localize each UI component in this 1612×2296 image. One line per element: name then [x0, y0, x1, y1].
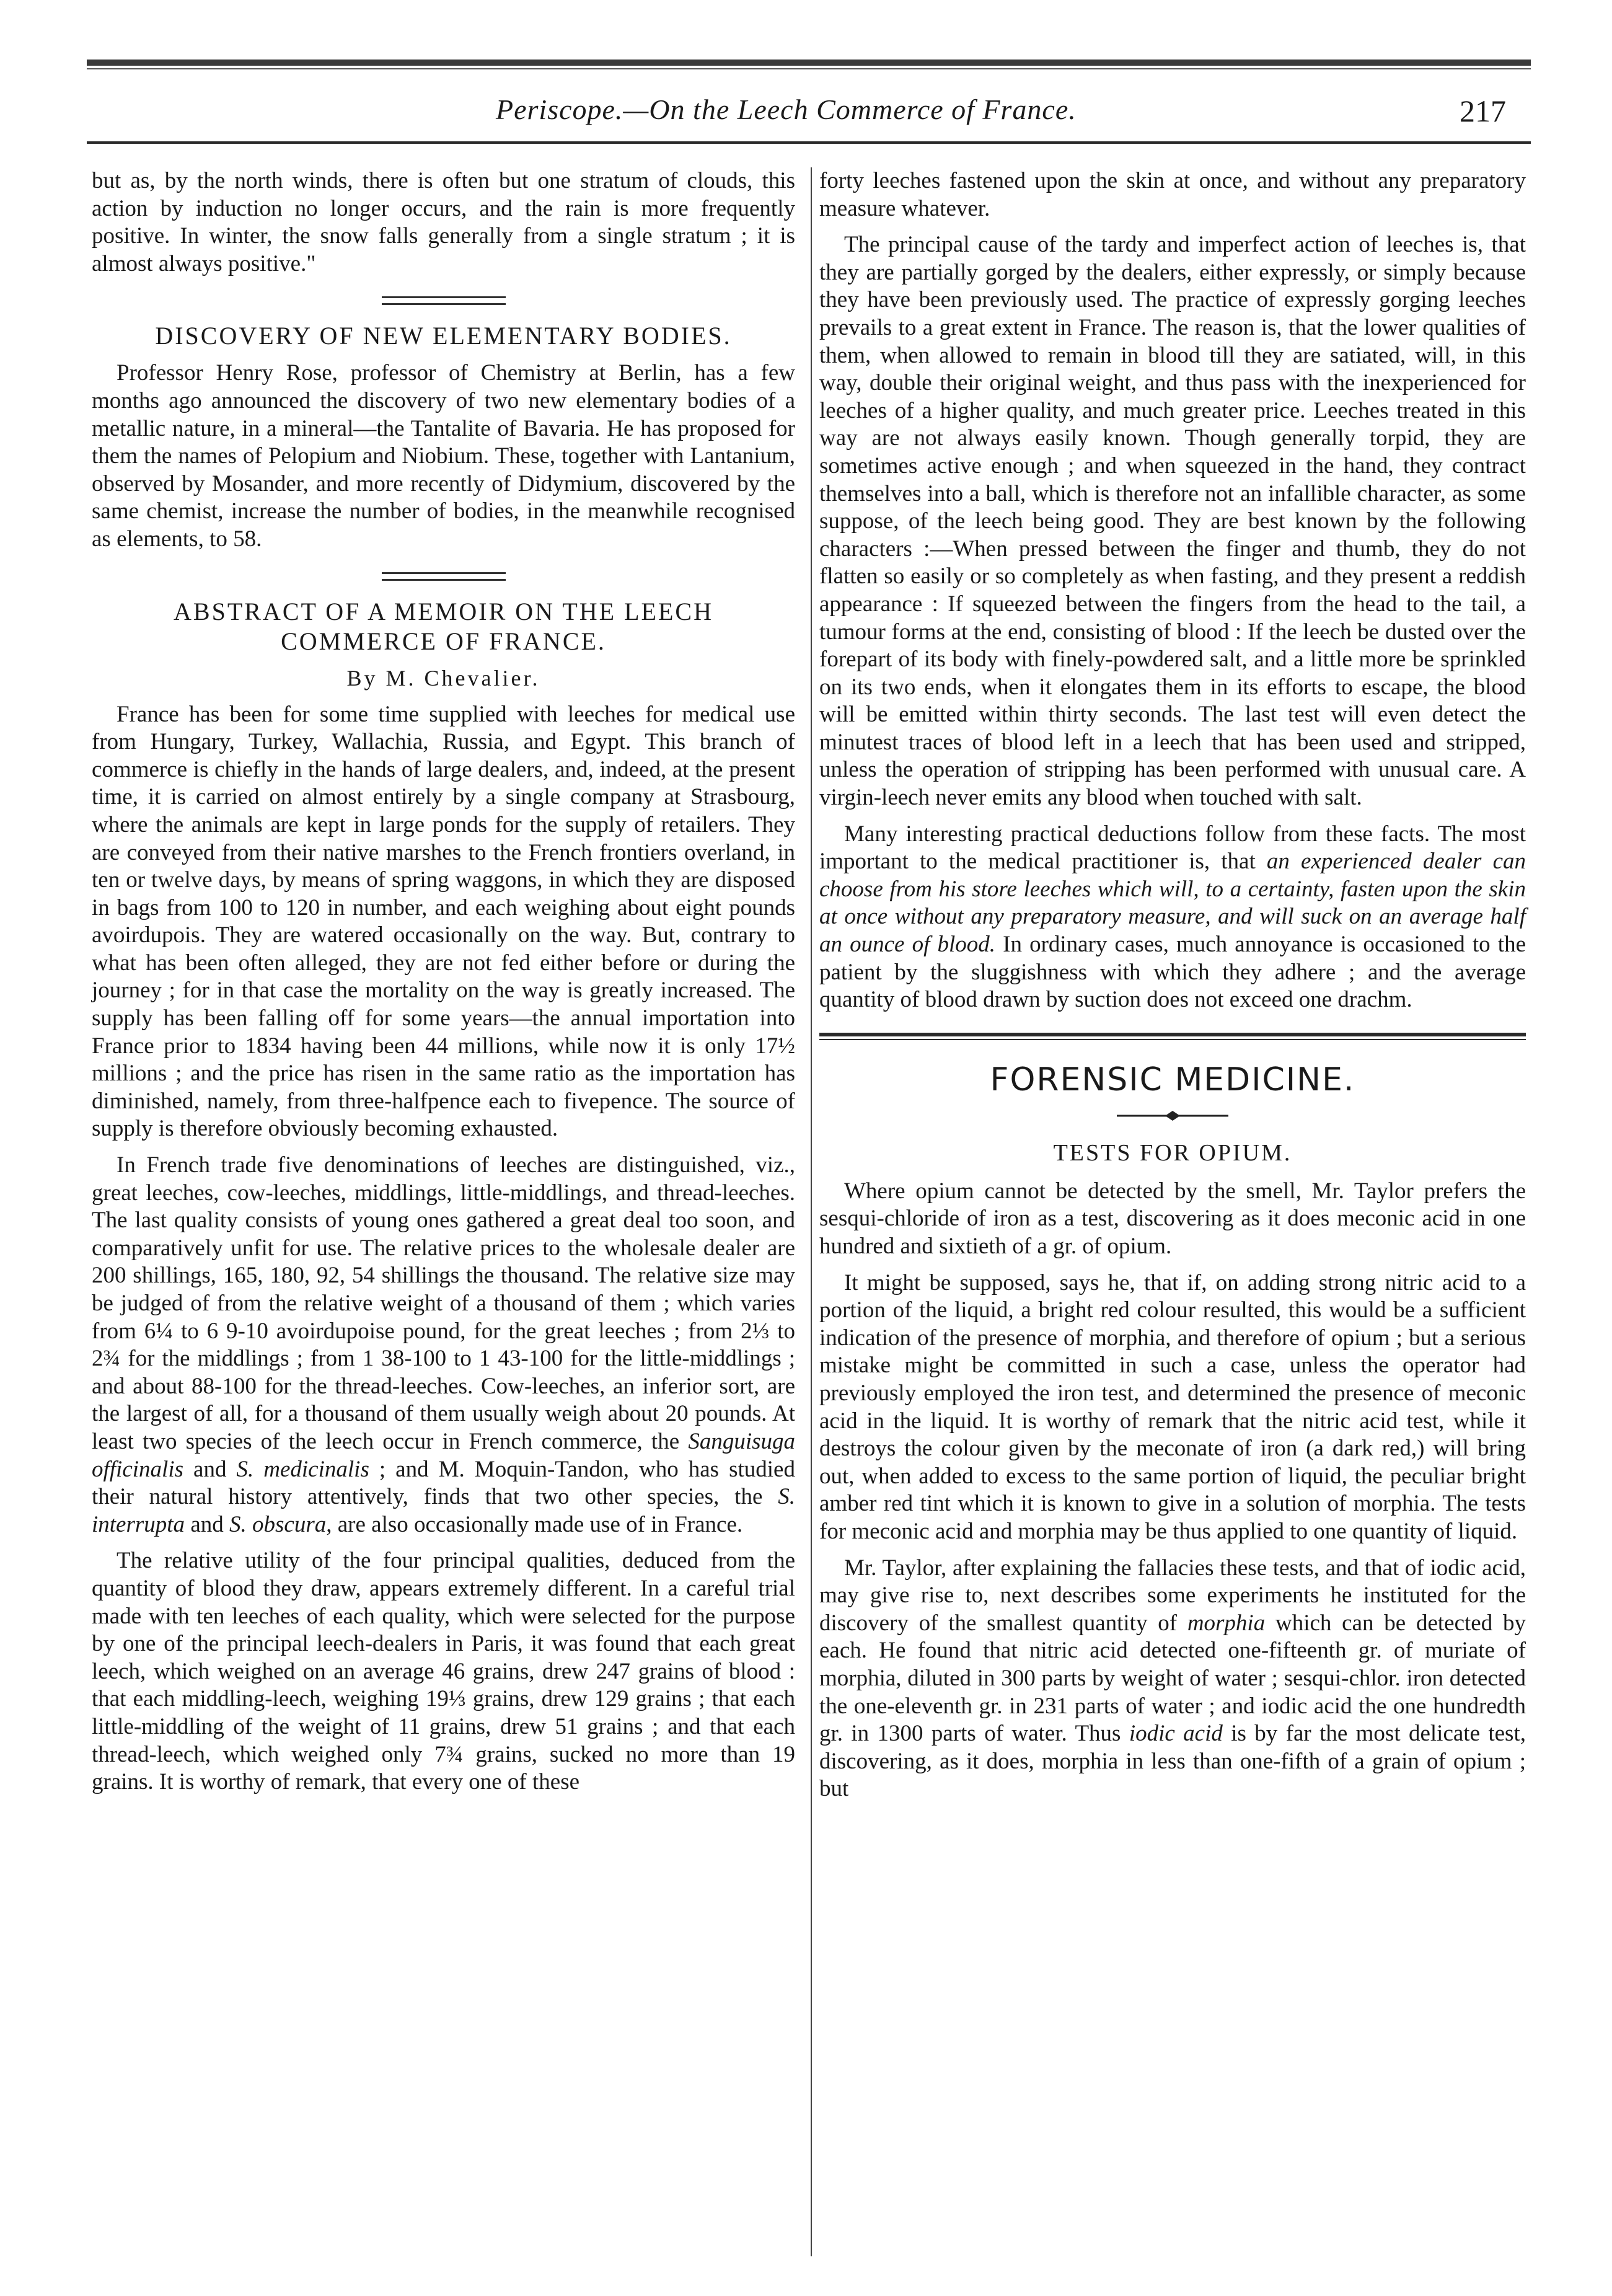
italic-run: iodic acid: [1129, 1721, 1223, 1747]
left-column: [92, 167, 795, 1805]
discovery-paragraph: Professor Henry Rose, professor of Chemistry at Berlin, has a few months ago announced the discovery of two new elementary bodies of a metallic nature, in a mineral—the Tantalite of Bavaria. He has proposed for them the names of Pelopium and Niobium. These, together with Lantanium, observed by Mosander, and more recently of Didymium, discovered by the same chemist, increase the number of bodies, in the meanwhile recognised as elements, to 58.: [92, 360, 795, 552]
page-number: 217: [1460, 94, 1506, 128]
section-rule-thin: [819, 1039, 1526, 1040]
opium-paragraph-2: It might be supposed, says he, that if, on adding strong nitric acid to a portion of the liquid, a bright red colour resulted, this would be a sufficient indication of the presence of morphia, and therefore of opium ; but a serious mistake might be committed in such a case, unless the operator had previously employed the iron test, and determined the presence of meconic acid in the liquid. It is worthy of remark that the nitric acid test, while it destroys the colour given by the meconate of iron (a dark red,) will bring out, when added to excess to the same portion of liquid, the peculiar bright amber red tint which it is known to give in a solution of morphia. The tests for meconic acid and morphia may be thus applied to one quantity of liquid.: [819, 1269, 1526, 1544]
opium-paragraph-3: [819, 1555, 1526, 1803]
column-divider: [811, 167, 812, 2256]
text-run: Mr. Taylor, after explaining the fallacies these tests, and that of iodic acid, may give rise to, next describes some experiments he instituted for the discovery of the smallest quantity of: [819, 1555, 1526, 1636]
header-rule: [87, 141, 1531, 144]
running-head: [0, 93, 1612, 136]
text-run: which can be detected by each. He found that nitric acid detected one-fifteenth gr. of muriate of morphia, diluted in 300 parts by weight of water ; sesqui-chlor. iron detected the one-eleventh gr. in 231 parts of water ; and iodic acid the one hundredth gr. in 1300 parts of water. Thus: [819, 1610, 1526, 1747]
continued-paragraph: but as, by the north winds, there is often but one stratum of clouds, this action by induction no longer occurs, and the rain is more frequently positive. In winter, the snow falls generally from a single stratum ; it is almost always positive.": [92, 168, 795, 276]
text-run: In ordinary cases, much annoyance is occasioned to the patient by the sluggishness with which they adhere ; and the average quantity of blood drawn by suction does not exceed one drachm.: [819, 932, 1526, 1013]
text-run: , are also occasionally made use of in France.: [326, 1511, 743, 1537]
abstract-paragraph-3: The relative utility of the four principal qualities, deduced from the quantity of blood they draw, appears extremely different. In a careful trial made with ten leeches of each quality, which were selected for the purpose by one of the principal leech-dealers in Paris, it was found that each great leech, which weighed on an average 46 grains, drew 247 grains of blood : that each middling-leech, weighing 19⅓ grains, drew 129 grains ; that each little-middling of the weight of 11 grains, drew 51 grains ; and that each thread-leech, which weighed only 7¾ grains, sucked no more than 19 grains. It is worthy of remark, that every one of these: [92, 1548, 795, 1795]
text-run: In French trade five denominations of leeches are distinguished, viz., great leeches, cow-leeches, middlings, little-middlings, and thread-leeches. The last quality consists of young ones gathered a great deal too soon, and comparatively unfit for use. The relative prices to the wholesale dealer are 200 shillings, 165, 180, 92, 54 shillings the thousand. The relative size may be judged of from the relative weight of a thousand of them ; which varies from 6¼ to 6 9-10 avoirdupoise pound, for the great leeches ; from 2⅓ to 2¾ for the middlings ; from 1 38-100 to 1 43-100 for the little-middlings ; and about 88-100 for the thread-leeches. Cow-leeches, an inferior sort, are the largest of all, for a thousand of them usually weigh about 20 pounds. At least two species of the leech occur in French commerce, the: [92, 1152, 795, 1454]
italic-run: an experienced dealer can choose from his store leeches which will, to a certainty, fasten upon the skin at once without any preparatory measure, and will suck on an average half an ounce of blood.: [819, 849, 1526, 958]
text-run: and: [183, 1456, 237, 1482]
species-name: S. medicinalis: [236, 1456, 369, 1482]
italic-run: morphia: [1187, 1610, 1266, 1636]
right-column: [819, 167, 1526, 1812]
section-rule-heavy: [819, 1033, 1526, 1036]
abstract-paragraph-2: [92, 1152, 795, 1539]
text-run: is by far the most delicate test, discovering, as it does, morphia in less than one-fifth of a grain of opium ; but: [819, 1721, 1526, 1802]
diamond-ornament-icon: [1117, 1110, 1228, 1122]
top-rule: [87, 60, 1531, 66]
text-run: and: [185, 1511, 229, 1537]
leech-paragraph-2: [819, 821, 1526, 1014]
opium-paragraph-1: Where opium cannot be detected by the smell, Mr. Taylor prefers the sesqui-chloride of iron as a test, discovering as it does meconic acid in one hundred and sixtieth of a gr. of opium.: [819, 1178, 1526, 1259]
running-title: Periscope.—On the Leech Commerce of France.: [496, 94, 1077, 125]
abstract-heading: ABSTRACT OF A MEMOIR ON THE LEECH COMMERCE OF FRANCE.: [174, 597, 713, 655]
top-rule-thin: [87, 68, 1531, 69]
leech-paragraph-1: The principal cause of the tardy and imperfect action of leeches is, that they are partially gorged by the dealers, either expressly, or simply because they have been previously used. The practice of expressly gorging leeches prevails to a great extent in France. The reason is, that the lower qualities of them, when allowed to remain in blood till they are satiated, will, in this way, double their original weight, and thus pass with the inexperienced for leeches of a higher quality, and much greater price. Leeches treated in this way are not always easily known. Though generally torpid, they are sometimes active enough ; and when squeezed in the hand, they contract themselves into a ball, which is therefore not an infallible character, as some suppose, of the leech being good. They are best known by the following characters :—When pressed between the finger and thumb, they do not flatten so easily or so completely as when fasting, and they present a reddish appearance : If squeezed between the fingers from the head to the tail, a tumour forms at the end, consisting of blood : If the leech be dusted over the forepart of its body with finely-powdered salt, and a little more be sprinkled on its two ends, when it elongates them in its efforts to escape, the blood will be emitted within thirty seconds. The last test will even detect the minutest traces of blood left in a leech that has been used and stripped, unless the operation of stripping has been performed with unusual care. A virgin-leech never emits any blood when touched with salt.: [819, 232, 1526, 811]
continued-paragraph: forty leeches fastened upon the skin at once, and without any preparatory measure whatever.: [819, 168, 1526, 221]
text-run: Many interesting practical deductions follow from these facts. The most important to the medical practitioner is, that: [819, 821, 1526, 875]
section-rule: [382, 296, 506, 305]
abstract-paragraph-1: France has been for some time supplied with leeches for medical use from Hungary, Turkey, Wallachia, Russia, and Egypt. This branch of commerce is chiefly in the hands of large dealers, and, indeed, at the present time, it is carried on almost entirely by a single company at Strasbourg, where the animals are kept in large ponds for the supply of retailers. They are conveyed from their native marshes to the French frontiers overland, in ten or twelve days, by means of spring waggons, in which they are disposed in bags from 100 to 120 in number, and each weighing about eight pounds avoirdupois. They are watered occasionally on the way. But, contrary to what has been often alleged, they are not fed either before or during the journey ; for in that case the mortality on the way is greatly increased. The supply has been falling off for some years—the annual importation into France prior to 1834 having been 44 millions, while now it is only 17½ millions ; and the price has risen in the same ratio as the importation has diminished, namely, from three-halfpence each to fivepence. The source of supply is therefore obviously becoming exhausted.: [92, 701, 795, 1142]
section-header: FORENSIC MEDICINE.: [990, 1061, 1355, 1098]
tests-heading: TESTS FOR OPIUM.: [1053, 1139, 1292, 1166]
byline: By M. Chevalier.: [346, 665, 540, 691]
text-run: ; and M. Moquin-Tandon, who has studied their natural history attentively, finds that two other species, the: [92, 1456, 795, 1510]
species-name: S. obscura: [229, 1511, 327, 1537]
species-name: S. interrupta: [92, 1484, 795, 1537]
species-name: Sanguisuga officinalis: [92, 1428, 795, 1482]
section-rule: [382, 572, 506, 581]
discovery-heading: DISCOVERY OF NEW ELEMENTARY BODIES.: [155, 322, 732, 350]
